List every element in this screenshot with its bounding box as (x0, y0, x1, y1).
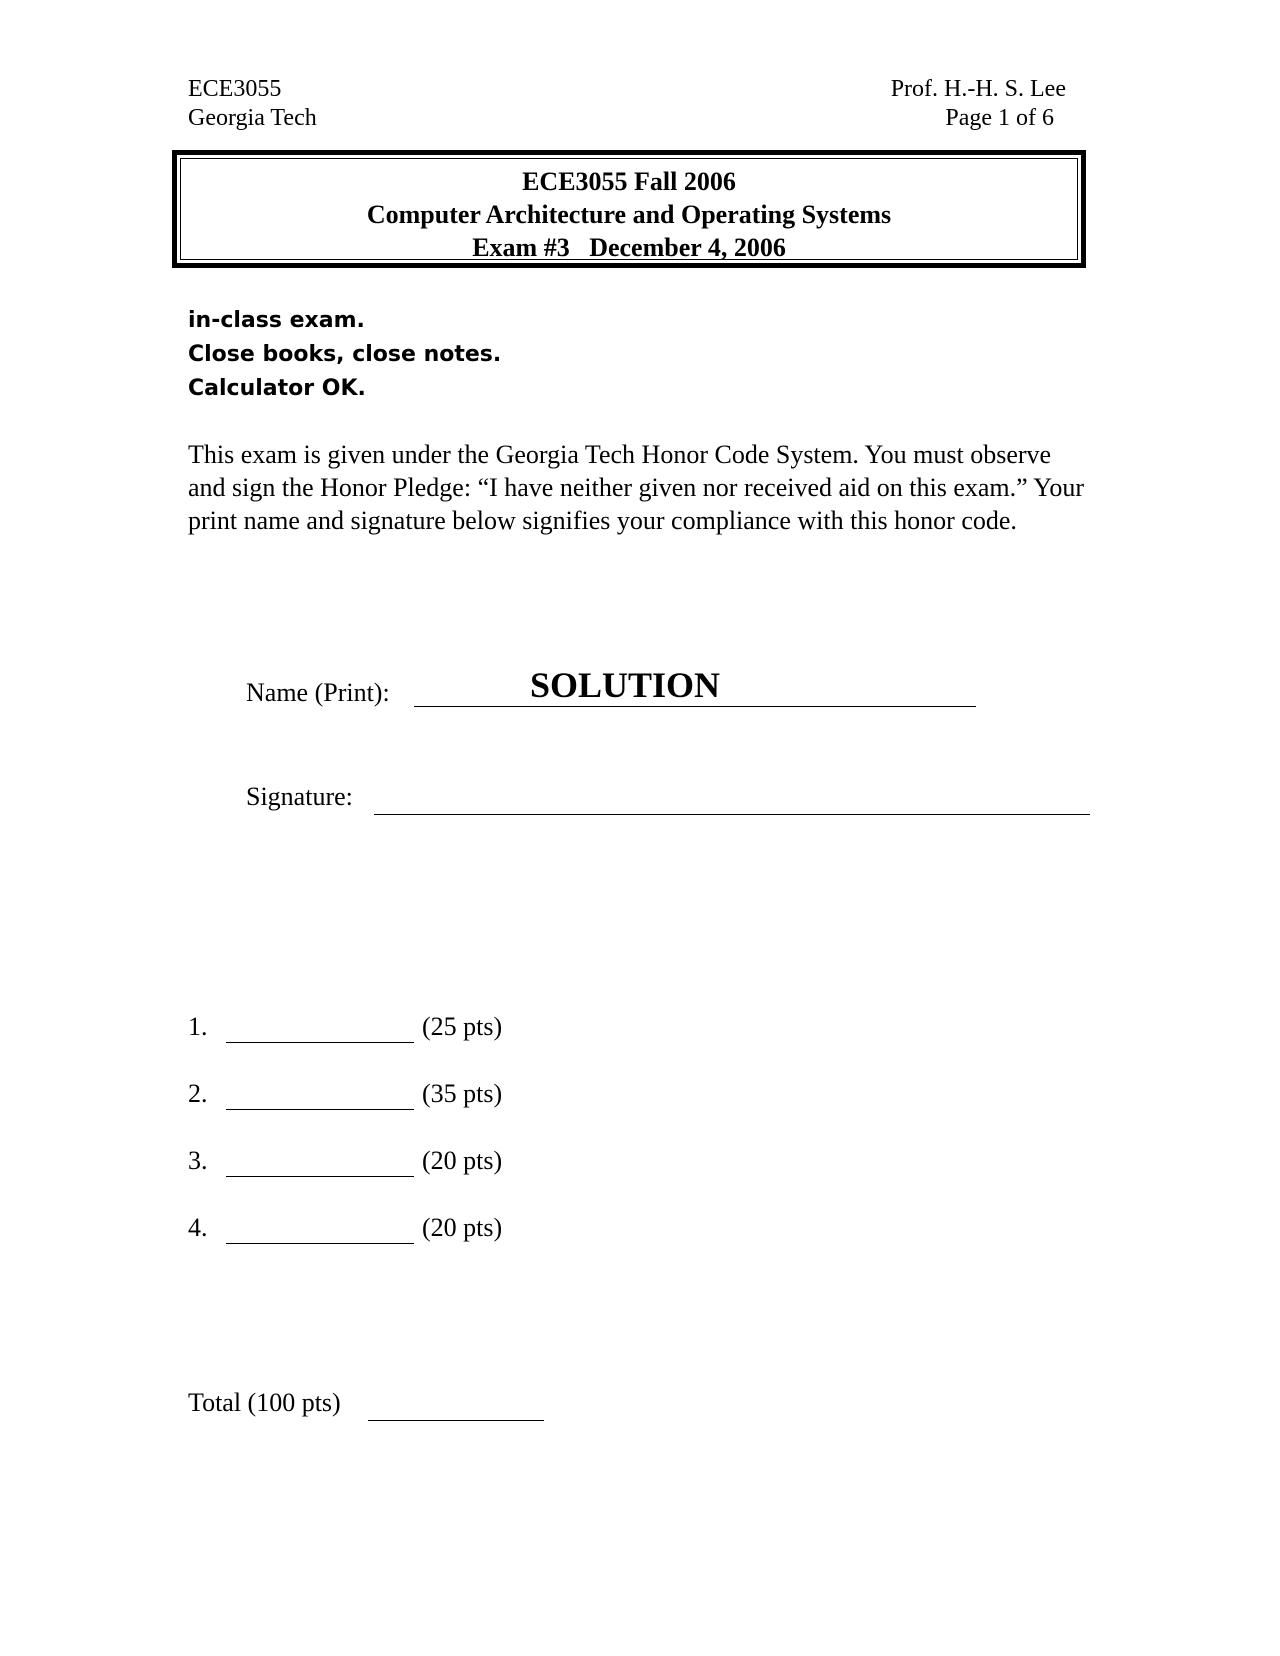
question-points: (25 pts) (422, 1012, 503, 1041)
instruction-line: Calculator OK. (188, 376, 366, 401)
score-field[interactable] (226, 1081, 414, 1110)
name-label: Name (Print): (246, 678, 390, 707)
title-box (172, 150, 1086, 268)
question-points: (35 pts) (422, 1079, 503, 1108)
course-code: ECE3055 (188, 76, 282, 102)
instruction-line: in-class exam. (188, 308, 365, 333)
score-field[interactable] (226, 1148, 414, 1177)
title-line-1: ECE3055 Fall 2006 (522, 167, 736, 196)
name-field[interactable] (414, 665, 976, 707)
total-field[interactable] (368, 1390, 544, 1421)
score-field[interactable] (226, 1014, 414, 1043)
instruction-line: Close books, close notes. (188, 342, 502, 367)
question-points: (20 pts) (422, 1146, 503, 1175)
instructions (188, 304, 501, 406)
school-name: Georgia Tech (188, 105, 317, 131)
exam-title (177, 165, 1081, 264)
question-points: (20 pts) (422, 1213, 503, 1242)
total-label: Total (100 pts) (188, 1388, 341, 1417)
page-number: Page 1 of 6 (945, 105, 1054, 131)
question-number: 2. (188, 1079, 208, 1108)
header-left (188, 75, 317, 133)
header-right (884, 75, 1066, 133)
signature-label: Signature: (246, 782, 353, 811)
title-line-2: Computer Architecture and Operating Systems (366, 200, 892, 229)
honor-code-paragraph: This exam is given under the Georgia Tech Honor Code System. You must observe and sign the Honor Pledge: “I have neither given nor received aid on this exam.” Your print name and signature below signifies your compliance with this honor code. (188, 440, 1085, 535)
question-number: 1. (188, 1012, 208, 1041)
score-field[interactable] (226, 1215, 414, 1244)
name-value: SOLUTION (530, 665, 721, 705)
title-line-3: Exam #3 December 4, 2006 (472, 233, 786, 262)
question-number: 4. (188, 1213, 208, 1242)
professor-name: Prof. H.-H. S. Lee (890, 76, 1066, 102)
question-number: 3. (188, 1146, 208, 1175)
signature-field[interactable] (374, 784, 1090, 815)
